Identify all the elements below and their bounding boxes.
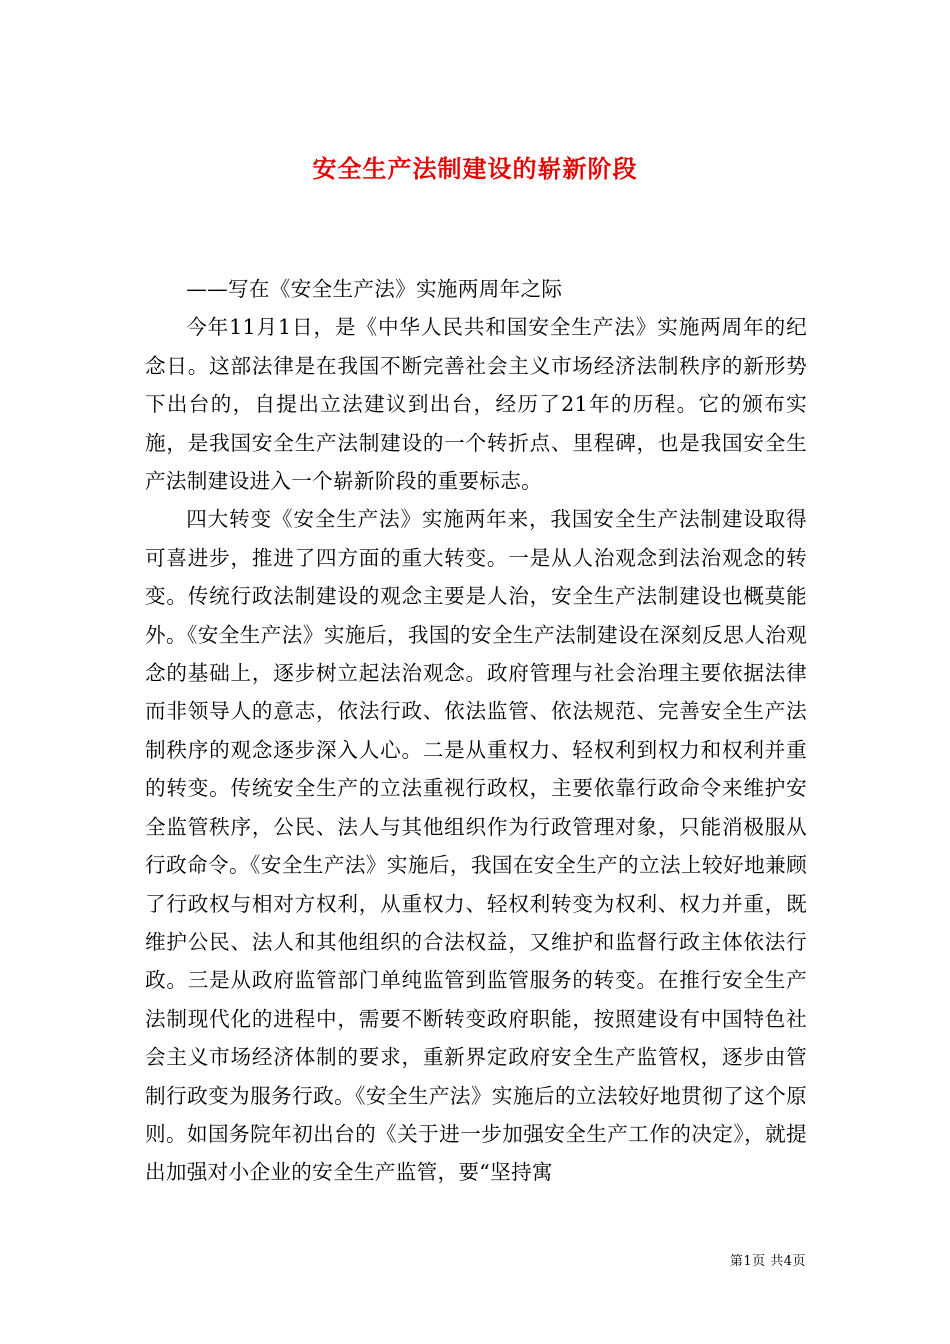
- page-number: 第1页 共4页: [729, 1254, 806, 1269]
- body-paragraph: 四大转变《安全生产法》实施两年来，我国安全生产法制建设取得可喜进步，推进了四方面的重大转变。一是从人治观念到法治观念的转变。传统行政法制建设的观念主要是人治，安全生产法制建设也概莫能外。《安全生产法》实施后，我国的安全生产法制建设在深刻反思人治观念的基础上，逐步树立起法治观念。政府管理与社会治理主要依据法律而非领导人的意志，依法行政、依法监管、依法规范、完善安全生产法制秩序的观念逐步深入人心。二是从重权力、轻权利到权力和权利并重的转变。传统安全生产的立法重视行政权，主要依靠行政命令来维护安全监管秩序，公民、法人与其他组织作为行政管理对象，只能消极服从行政命令。《安全生产法》实施后，我国在安全生产的立法上较好地兼顾了行政权与相对方权利，从重权力、轻权利转变为权利、权力并重，既维护公民、法人和其他组织的合法权益，又维护和监督行政主体依法行政。三是从政府监管部门单纯监管到监管服务的转变。在推行安全生产法制现代化的进程中，需要不断转变政府职能，按照建设有中国特色社会主义市场经济体制的要求，重新界定政府安全生产监管权，逐步由管制行政变为服务行政。《安全生产法》实施后的立法较好地贯彻了这个原则。如国务院年初出台的《关于进一步加强安全生产工作的决定》，就提出加强对小企业的安全生产监管，要“坚持寓: [145, 507, 807, 1185]
- document-body: [145, 270, 807, 1192]
- subtitle-paragraph: ——写在《安全生产法》实施两周年之际: [186, 277, 563, 301]
- body-paragraph: 今年11月1日，是《中华人民共和国安全生产法》实施两周年的纪念日。这部法律是在我国不断完善社会主义市场经济法制秩序的新形势下出台的，自提出立法建议到出台，经历了21年的历程。它的颁布实施，是我国安全生产法制建设的一个转折点、里程碑，也是我国安全生产法制建设进入一个崭新阶段的重要标志。: [145, 315, 807, 494]
- document-title: 安全生产法制建设的崭新阶段: [312, 154, 638, 184]
